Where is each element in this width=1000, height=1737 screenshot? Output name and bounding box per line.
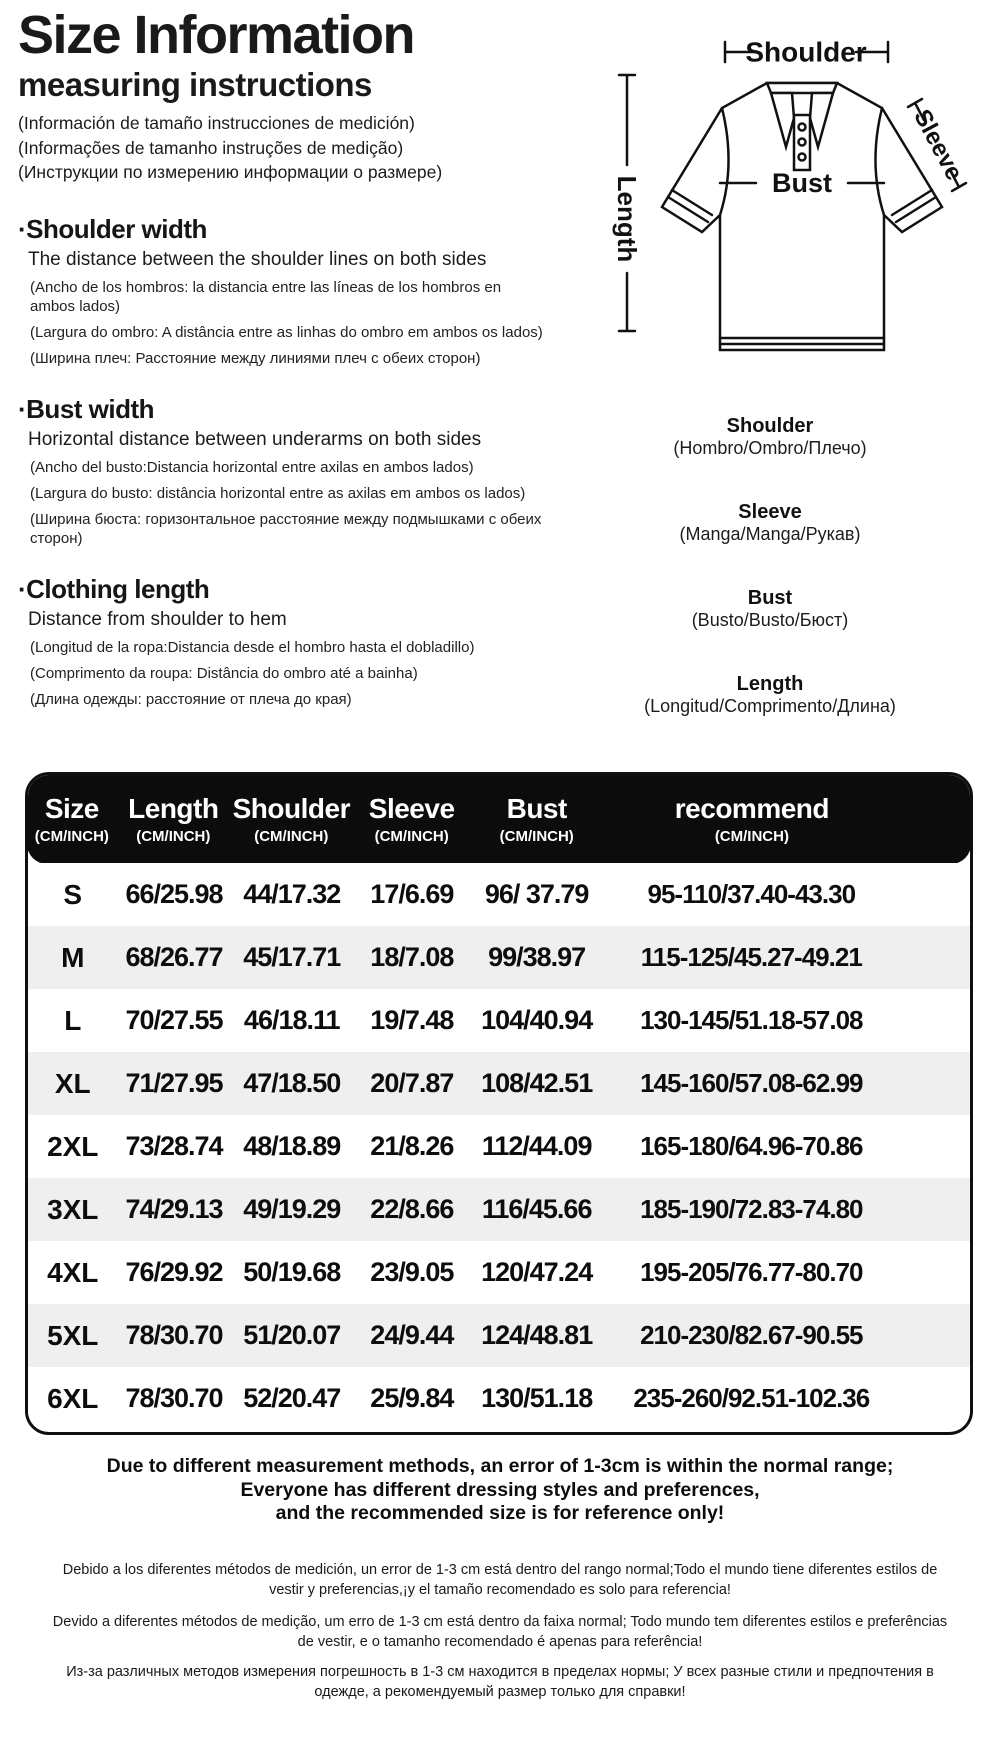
note-english-line: Due to different measurement methods, an error of 1-3cm is within the normal range; bbox=[106, 1455, 894, 1477]
cell-bust: 112/44.09 bbox=[481, 1131, 592, 1161]
cell-size: XL bbox=[54, 1067, 91, 1099]
table-row bbox=[28, 989, 970, 1052]
section-desc: The distance between the shoulder lines on both sides bbox=[28, 248, 487, 270]
section-trans-es: (Longitud de la ropa:Distancia desde el hombro hasta el dobladillo) bbox=[30, 638, 475, 656]
section-desc: Horizontal distance between underarms on both sides bbox=[28, 428, 482, 450]
cell-size: M bbox=[61, 941, 85, 973]
legend-length bbox=[540, 673, 1000, 717]
section-trans-ru: (Ширина бюста: горизонтальное расстояние между подмышками с обеих сторон) bbox=[30, 510, 542, 547]
cell-shoulder: 48/18.89 bbox=[243, 1131, 341, 1161]
diagram-sleeve-label: Sleeve bbox=[908, 105, 968, 185]
table-row bbox=[28, 1178, 970, 1241]
section-trans-es: (Ancho de los hombros: la distancia entre las líneas de los hombros en ambos lados) bbox=[30, 278, 502, 315]
measuring-instructions-column bbox=[18, 6, 546, 709]
cell-size: S bbox=[63, 878, 83, 910]
table-row bbox=[28, 1052, 970, 1115]
cell-shoulder: 46/18.11 bbox=[243, 1005, 340, 1035]
section-clothing-length bbox=[18, 574, 546, 709]
legend-name: Shoulder bbox=[726, 415, 814, 437]
cell-size: 5XL bbox=[47, 1319, 99, 1351]
section-desc: Distance from shoulder to hem bbox=[28, 608, 287, 630]
cell-recommend: 195-205/76.77-80.70 bbox=[640, 1257, 863, 1287]
cell-recommend: 130-145/51.18-57.08 bbox=[640, 1005, 863, 1035]
cell-shoulder: 50/19.68 bbox=[243, 1257, 341, 1287]
note-english-line: Everyone has different dressing styles and preferences, bbox=[240, 1478, 760, 1501]
legend-translation: (Longitud/Comprimento/Длина) bbox=[644, 696, 896, 716]
section-trans-pt: (Comprimento da roupa: Distância do ombro até a bainha) bbox=[30, 664, 418, 682]
cell-shoulder: 51/20.07 bbox=[243, 1320, 341, 1350]
cell-bust: 96/ 37.79 bbox=[484, 879, 589, 909]
column-header-recommend: recommend (CM/INCH) bbox=[674, 793, 829, 845]
cell-length: 78/30.70 bbox=[125, 1383, 223, 1413]
legend-bust bbox=[540, 587, 1000, 631]
diagram-length-label: Length bbox=[612, 175, 642, 263]
column-header-size: Size (CM/INCH) bbox=[34, 793, 109, 845]
cell-length: 66/25.98 bbox=[125, 879, 223, 909]
cell-sleeve: 22/8.66 bbox=[370, 1194, 454, 1224]
cell-shoulder: 44/17.32 bbox=[243, 879, 341, 909]
size-table bbox=[25, 772, 973, 1435]
table-row bbox=[28, 1241, 970, 1304]
cell-bust: 116/45.66 bbox=[481, 1194, 592, 1224]
cell-length: 78/30.70 bbox=[125, 1320, 223, 1350]
section-trans-pt: (Largura do ombro: A distância entre as linhas do ombro em ambos os lados) bbox=[30, 323, 543, 341]
cell-sleeve: 21/8.26 bbox=[370, 1131, 454, 1161]
cell-shoulder: 45/17.71 bbox=[243, 942, 341, 972]
note-english-line: and the recommended size is for reference only! bbox=[275, 1502, 725, 1524]
legend-name: Length bbox=[736, 673, 804, 695]
subtitle-translation-pt: (Informações de tamanho instruções de medição) bbox=[18, 137, 404, 158]
cell-shoulder: 47/18.50 bbox=[243, 1068, 341, 1098]
cell-length: 71/27.95 bbox=[125, 1068, 223, 1098]
cell-bust: 104/40.94 bbox=[481, 1005, 593, 1035]
cell-recommend: 115-125/45.27-49.21 bbox=[640, 942, 862, 972]
section-title: ·Shoulder width bbox=[18, 213, 207, 244]
polo-shirt-diagram bbox=[550, 15, 1000, 390]
table-row bbox=[28, 1115, 970, 1178]
cell-length: 76/29.92 bbox=[125, 1257, 223, 1287]
note-spanish: Debido a los diferentes métodos de medición, un error de 1-3 cm está dentro del rango normal;Todo el mundo tiene diferentes estilos de vestir y preferencias,¡y el tamaño recomendado es solo para referencia! bbox=[62, 1562, 938, 1598]
section-shoulder-width bbox=[18, 214, 546, 368]
cell-sleeve: 25/9.84 bbox=[370, 1383, 454, 1413]
legend-sleeve bbox=[540, 501, 1000, 545]
cell-sleeve: 18/7.08 bbox=[370, 942, 454, 972]
column-header-sleeve: Sleeve (CM/INCH) bbox=[368, 793, 455, 845]
cell-size: 3XL bbox=[47, 1193, 99, 1225]
cell-recommend: 165-180/64.96-70.86 bbox=[640, 1131, 863, 1161]
cell-length: 68/26.77 bbox=[125, 942, 223, 972]
subtitle-translation-ru: (Инструкции по измерению информации о размере) bbox=[18, 162, 443, 183]
cell-size: 4XL bbox=[47, 1256, 99, 1288]
cell-sleeve: 17/6.69 bbox=[370, 879, 454, 909]
cell-size: 2XL bbox=[47, 1130, 99, 1162]
column-header-shoulder: Shoulder (CM/INCH) bbox=[232, 793, 350, 845]
cell-sleeve: 20/7.87 bbox=[370, 1068, 454, 1098]
diagram-bust-label: Bust bbox=[772, 168, 832, 198]
legend-translation: (Busto/Busto/Бюст) bbox=[691, 610, 849, 630]
section-title: ·Bust width bbox=[18, 393, 155, 424]
cell-size: 6XL bbox=[47, 1382, 99, 1414]
cell-bust: 130/51.18 bbox=[481, 1383, 593, 1413]
size-table-header bbox=[27, 774, 971, 864]
page-title: Size Information bbox=[18, 5, 415, 65]
legend-translation: (Manga/Manga/Рукав) bbox=[679, 524, 861, 544]
legend-shoulder bbox=[540, 415, 1000, 459]
cell-bust: 108/42.51 bbox=[481, 1068, 593, 1098]
cell-bust: 124/48.81 bbox=[481, 1320, 593, 1350]
cell-bust: 120/47.24 bbox=[481, 1257, 593, 1287]
cell-length: 70/27.55 bbox=[125, 1005, 223, 1035]
cell-recommend: 95-110/37.40-43.30 bbox=[647, 879, 856, 909]
table-row bbox=[28, 926, 970, 989]
cell-recommend: 185-190/72.83-74.80 bbox=[640, 1194, 863, 1224]
cell-recommend: 145-160/57.08-62.99 bbox=[640, 1068, 863, 1098]
table-row bbox=[28, 863, 970, 926]
cell-sleeve: 24/9.44 bbox=[370, 1320, 454, 1350]
column-header-bust: Bust (CM/INCH) bbox=[499, 793, 574, 845]
column-header-length: Length (CM/INCH) bbox=[128, 793, 219, 845]
cell-bust: 99/38.97 bbox=[488, 942, 586, 972]
table-row bbox=[28, 1367, 970, 1430]
page-subtitle: measuring instructions bbox=[18, 66, 372, 104]
table-row bbox=[28, 1304, 970, 1367]
cell-shoulder: 52/20.47 bbox=[243, 1383, 341, 1413]
subtitle-translation-es: (Información de tamaño instrucciones de medición) bbox=[18, 113, 415, 134]
cell-recommend: 210-230/82.67-90.55 bbox=[640, 1320, 863, 1350]
section-trans-ru: (Длина одежды: расстояние от плеча до края) bbox=[30, 690, 352, 708]
cell-shoulder: 49/19.29 bbox=[243, 1194, 341, 1224]
cell-size: L bbox=[64, 1004, 82, 1036]
cell-length: 73/28.74 bbox=[125, 1131, 223, 1161]
subtitle-translations bbox=[18, 111, 546, 185]
cell-sleeve: 23/9.05 bbox=[370, 1257, 454, 1287]
note-russian: Из-за различных методов измерения погрешность в 1-3 см находится в пределах нормы; У всех разные стили и предпочтения в одежде, а рекомендуемый размер только для справки! bbox=[66, 1664, 934, 1700]
measurement-legend bbox=[540, 415, 1000, 759]
cell-sleeve: 19/7.48 bbox=[370, 1005, 454, 1035]
cell-length: 74/29.13 bbox=[125, 1194, 223, 1224]
legend-name: Sleeve bbox=[738, 501, 802, 523]
note-english bbox=[0, 1455, 1000, 1526]
legend-translation: (Hombro/Ombro/Плечо) bbox=[673, 438, 867, 458]
section-trans-es: (Ancho del busto:Distancia horizontal entre axilas en ambos lados) bbox=[30, 458, 474, 476]
note-portuguese: Devido a diferentes métodos de medição, um erro de 1-3 cm está dentro da faixa normal; Todo mundo tem diferentes estilos e preferências de vestir, e o tamanho recomendado é apenas para referência! bbox=[52, 1614, 948, 1650]
cell-recommend: 235-260/92.51-102.36 bbox=[633, 1383, 870, 1413]
section-title: ·Clothing length bbox=[18, 573, 210, 604]
diagram-shoulder-label: Shoulder bbox=[745, 36, 867, 68]
section-trans-ru: (Ширина плеч: Расстояние между линиями плеч с обеих сторон) bbox=[30, 349, 481, 367]
section-trans-pt: (Largura do busto: distância horizontal entre as axilas em ambos os lados) bbox=[30, 484, 526, 502]
size-table-body bbox=[28, 863, 970, 1430]
section-bust-width bbox=[18, 394, 546, 548]
legend-name: Bust bbox=[747, 587, 793, 609]
